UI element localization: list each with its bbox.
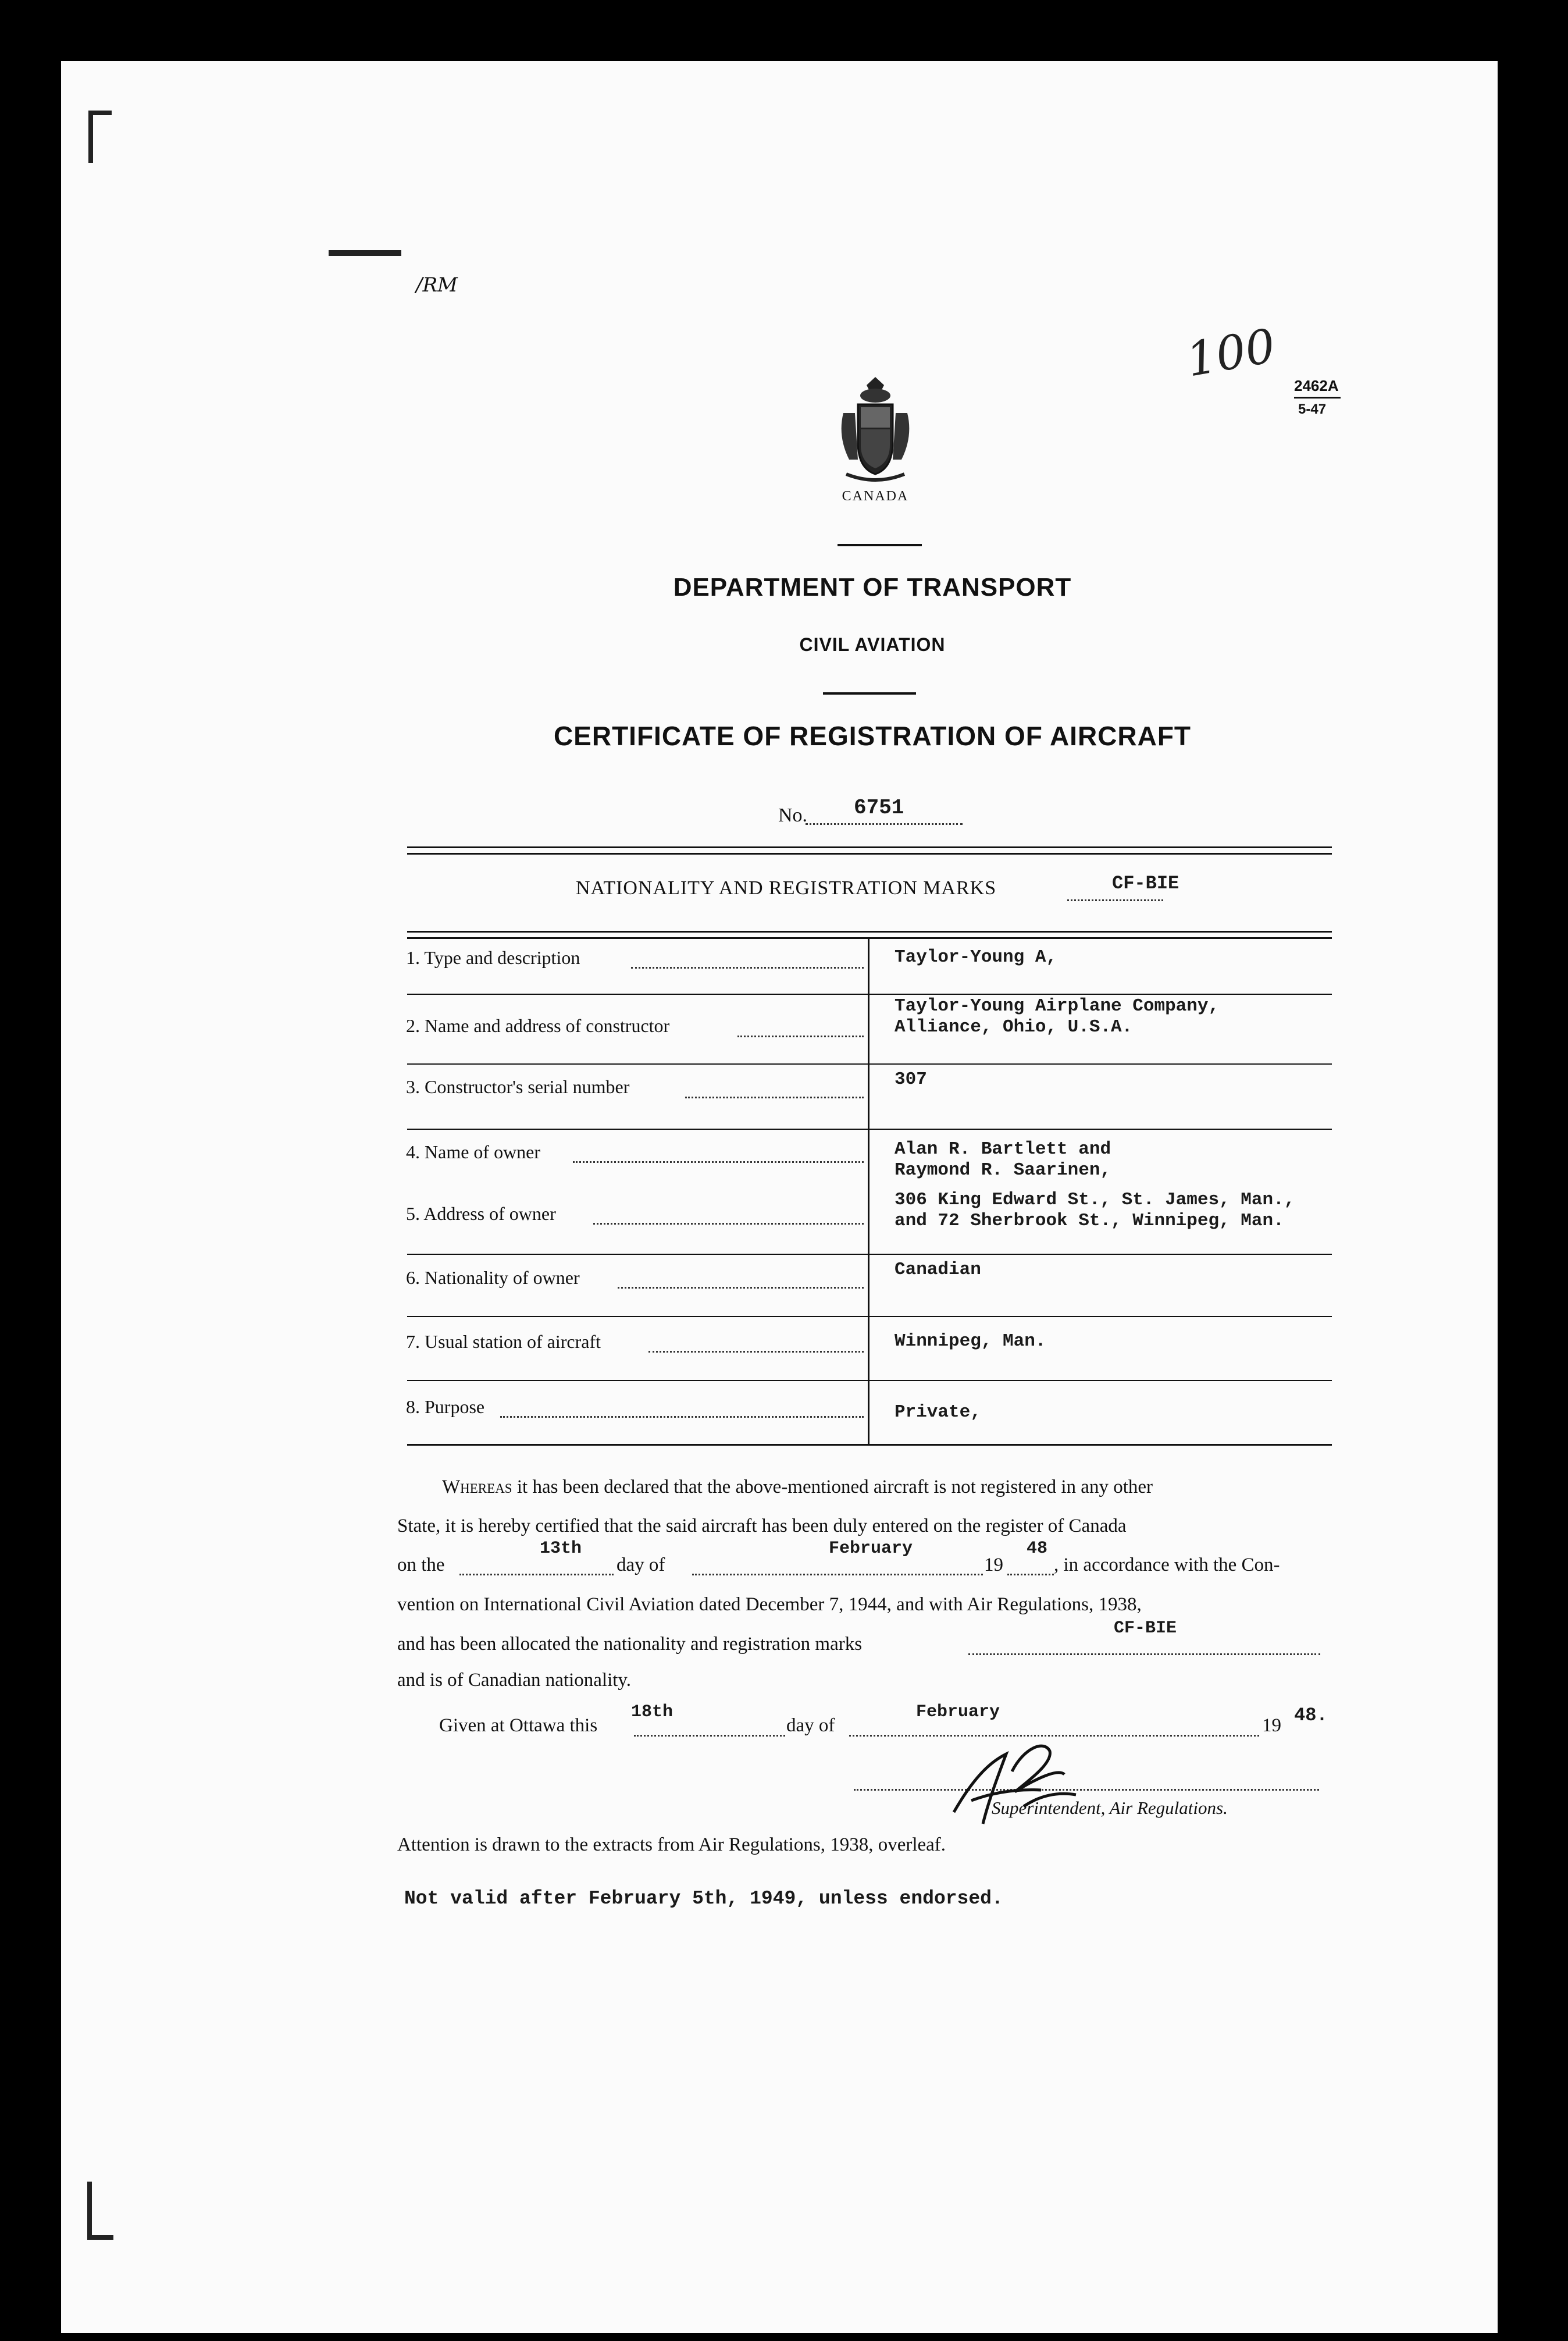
body-line-2: State, it is hereby certified that the said aircraft has been duly entered on the register of Canada <box>397 1515 1127 1536</box>
certificate-number-label: No. <box>778 805 808 826</box>
table-rule-top-1 <box>407 931 1332 933</box>
file-ref-annotation: /RM <box>416 273 458 297</box>
signature-scribble <box>942 1737 1093 1835</box>
table-rule-top-2 <box>407 937 1332 939</box>
row-label-nationality: 6. Nationality of owner <box>406 1267 580 1288</box>
marks-dots <box>1067 899 1163 901</box>
row-value-constructor: Taylor-Young Airplane Company, Alliance, Ohio, U.S.A. <box>895 996 1220 1037</box>
whereas-word: Whereas <box>442 1477 512 1497</box>
crest-caption: CANADA <box>842 489 909 504</box>
row-dots-type <box>631 967 864 969</box>
page-number-annotation: 100 <box>1182 318 1280 387</box>
header-divider-top <box>838 544 922 546</box>
row-divider <box>407 1254 1332 1255</box>
crop-mark-bottom-left-h <box>87 2235 113 2240</box>
row-value-serial: 307 <box>895 1069 927 1090</box>
given-at-label: Given at Ottawa this <box>439 1715 598 1736</box>
marks-label: NATIONALITY AND REGISTRATION MARKS <box>576 877 997 899</box>
body-line-3-on-the: on the <box>397 1554 445 1575</box>
row-dots-purpose <box>500 1416 864 1418</box>
row-value-purpose: Private, <box>895 1402 981 1422</box>
row-label-type: 1. Type and description <box>406 947 580 968</box>
row-divider <box>407 1063 1332 1065</box>
crop-mark-bottom-left <box>87 2182 92 2240</box>
body-line-1-text: it has been declared that the above-mentioned aircraft is not registered in any other <box>516 1477 1153 1497</box>
given-year: 48. <box>1294 1705 1328 1726</box>
table-column-divider <box>868 939 869 1445</box>
row-label-purpose: 8. Purpose <box>406 1396 485 1417</box>
entered-year-dots <box>1007 1574 1054 1575</box>
coat-of-arms-icon <box>832 372 919 500</box>
given-day-of: day of <box>786 1715 835 1736</box>
row-dots-nationality <box>618 1287 864 1289</box>
entered-year: 48 <box>1027 1539 1048 1559</box>
marks-rule-top-1 <box>407 846 1332 848</box>
table-rule-bottom <box>407 1444 1332 1446</box>
row-label-owner: 4. Name of owner <box>406 1141 541 1162</box>
validity-note: Not valid after February 5th, 1949, unless endorsed. <box>404 1888 1003 1909</box>
row-value-station: Winnipeg, Man. <box>895 1331 1046 1351</box>
body-line-3-tail: , in accordance with the Con- <box>1054 1554 1280 1575</box>
row-label-station: 7. Usual station of aircraft <box>406 1331 601 1352</box>
entered-day: 13th <box>540 1539 582 1559</box>
row-dots-station <box>648 1351 864 1353</box>
department-title: DEPARTMENT OF TRANSPORT <box>673 573 1072 602</box>
marks-value: CF-BIE <box>1112 873 1179 894</box>
form-number-divider <box>1294 397 1341 399</box>
punch-dash <box>329 250 401 256</box>
marks-rule-top-2 <box>407 853 1332 855</box>
given-day-dots <box>634 1735 785 1737</box>
row-label-serial: 3. Constructor's serial number <box>406 1076 630 1097</box>
row-divider <box>407 994 1332 995</box>
row-divider <box>407 1129 1332 1130</box>
row-divider <box>407 1316 1332 1317</box>
body-line-3-day-of: day of <box>616 1554 665 1575</box>
row-divider <box>407 1380 1332 1381</box>
row-value-type: Taylor-Young A, <box>895 947 1057 967</box>
body-line-5: and has been allocated the nationality and registration marks <box>397 1634 863 1655</box>
row-value-owner-address: 306 King Edward St., St. James, Man., and 72 Sherbrook St., Winnipeg, Man. <box>895 1190 1295 1231</box>
certificate-number-value: 6751 <box>854 796 904 820</box>
branch-title: CIVIL AVIATION <box>799 634 946 655</box>
signature-title: Superintendent, Air Regulations. <box>992 1798 1228 1818</box>
row-value-owner: Alan R. Bartlett and Raymond R. Saarinen, <box>895 1139 1111 1180</box>
row-dots-owner <box>573 1161 864 1163</box>
crop-mark-top-left <box>88 111 93 163</box>
allocated-marks-dots <box>968 1653 1320 1655</box>
body-line-3-year-prefix: 19 <box>984 1554 1003 1575</box>
body-line-1 <box>442 1477 1153 1498</box>
crop-mark-top-left-h <box>88 111 112 115</box>
row-dots-owner-address <box>593 1223 864 1225</box>
form-number: 2462A <box>1294 377 1339 394</box>
entered-month-dots <box>692 1574 983 1575</box>
certificate-number-dots <box>806 823 963 825</box>
header-divider-bottom <box>823 692 916 695</box>
allocated-marks: CF-BIE <box>1114 1618 1177 1638</box>
row-dots-constructor <box>737 1036 864 1037</box>
body-line-4: vention on International Civil Aviation dated December 7, 1944, and with Air Regulations, 1938, <box>397 1594 1142 1615</box>
row-label-constructor: 2. Name and address of constructor <box>406 1015 670 1036</box>
row-dots-serial <box>685 1097 864 1098</box>
row-value-nationality: Canadian <box>895 1260 981 1280</box>
entered-day-dots <box>459 1574 614 1575</box>
given-month: February <box>916 1702 1000 1722</box>
row-label-owner-address: 5. Address of owner <box>406 1203 556 1224</box>
entered-month: February <box>829 1539 913 1559</box>
given-day: 18th <box>631 1702 673 1722</box>
certificate-title: CERTIFICATE OF REGISTRATION OF AIRCRAFT <box>553 721 1192 751</box>
attention-note: Attention is drawn to the extracts from Air Regulations, 1938, overleaf. <box>397 1834 946 1855</box>
form-date: 5-47 <box>1298 401 1327 417</box>
given-year-prefix: 19 <box>1262 1715 1281 1736</box>
body-line-6: and is of Canadian nationality. <box>397 1670 632 1691</box>
